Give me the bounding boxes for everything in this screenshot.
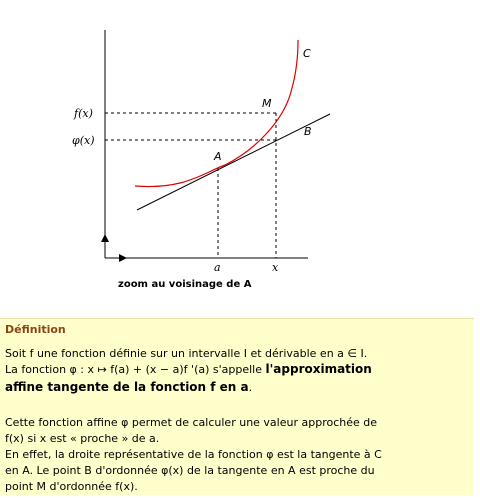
x-axis-arrow <box>119 254 127 262</box>
definition-line-8: point M d'ordonnée f(x). <box>5 480 138 493</box>
figure-caption: zoom au voisinage de A <box>118 279 252 290</box>
label-curve-c: C <box>303 47 311 60</box>
label-x: x <box>272 261 279 274</box>
label-point-a: A <box>214 150 222 163</box>
y-axis-arrow <box>101 234 109 242</box>
tangent-line <box>137 114 330 210</box>
definition-line-2-text: La fonction φ : x ↦ f(a) + (x − a)f '(a) s'appelle <box>5 363 266 376</box>
definition-term-2: affine tangente de la fonction f en a <box>5 380 249 394</box>
definition-term-1: l'approximation <box>265 362 372 376</box>
definition-line-5: f(x) si x est « proche » de a. <box>5 432 160 445</box>
definition-line-6: En effet, la droite représentative de la fonction φ est la tangente à C <box>5 448 382 461</box>
label-phix: φ(x) <box>72 134 95 147</box>
definition-box <box>0 318 474 495</box>
definition-line-7: en A. Le point B d'ordonnée φ(x) de la tangente en A est proche du <box>5 464 375 477</box>
definition-line-2 <box>5 362 372 377</box>
label-fx: f(x) <box>74 107 93 120</box>
label-point-m: M <box>262 97 272 110</box>
definition-title: Définition <box>5 323 66 336</box>
definition-line-4: Cette fonction affine φ permet de calculer une valeur approchée de <box>5 416 378 429</box>
label-a: a <box>214 261 221 274</box>
definition-line-3 <box>5 380 252 395</box>
definition-line-3-end: . <box>248 381 253 394</box>
definition-line-1: Soit f une fonction définie sur un intervalle I et dérivable en a ∈ I. <box>5 347 368 360</box>
label-point-b: B <box>304 125 312 138</box>
